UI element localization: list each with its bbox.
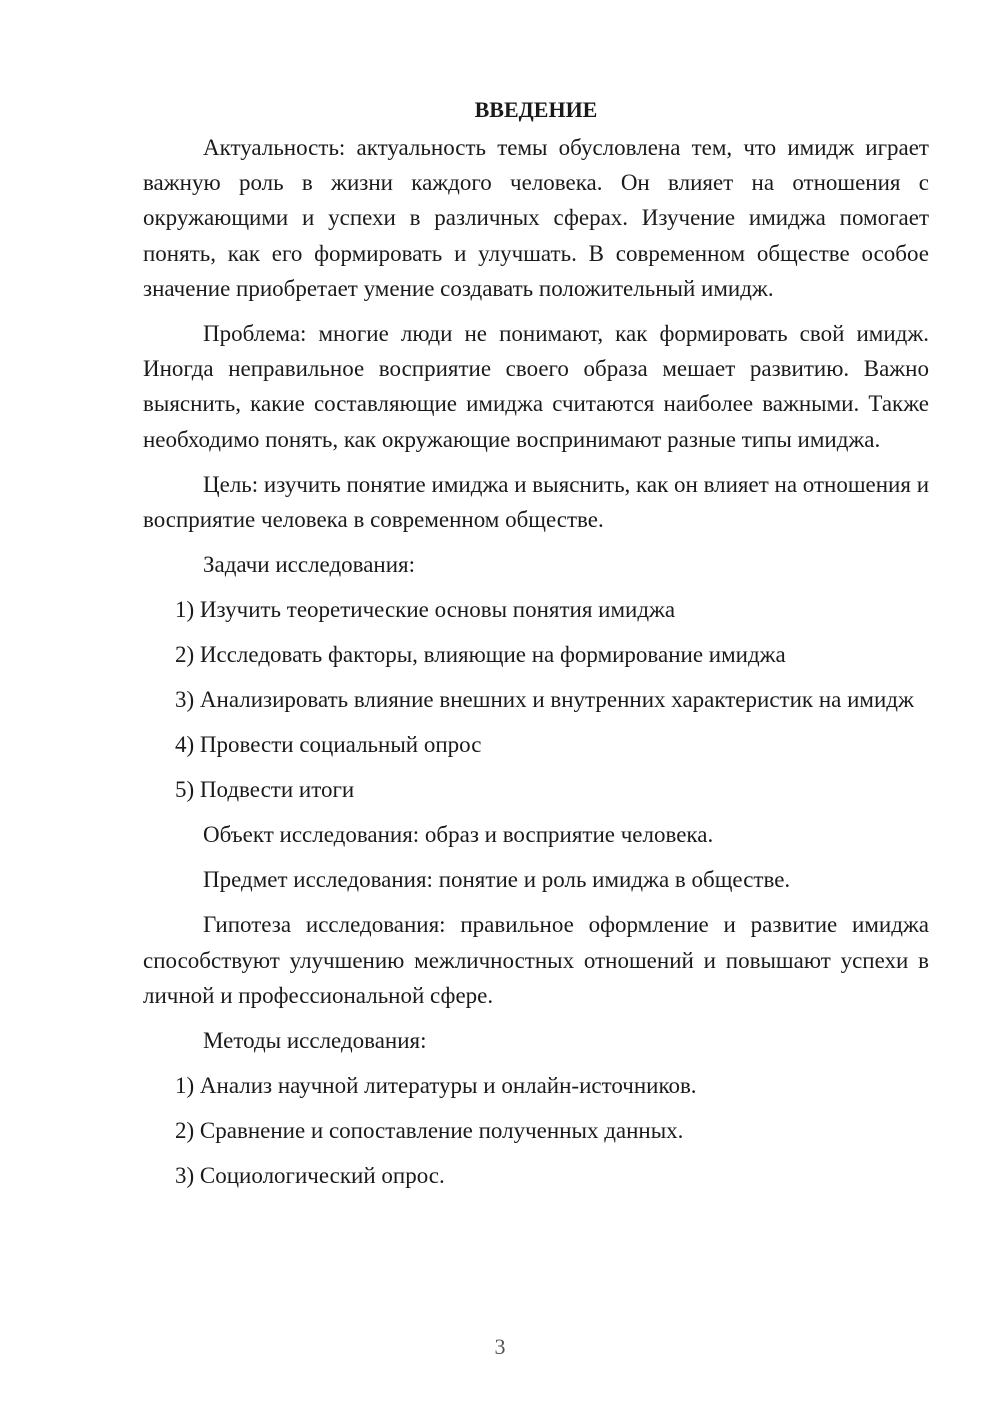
methods-title: Методы исследования: [203,1028,427,1054]
task-item-5: 5) Подвести итоги [175,777,355,803]
hypothesis-paragraph: Гипотеза исследования: правильное оформление и развитие имиджа способствуют улучшению межличностных отношений и повышают успехи в личной и профессиональной сфере. [143,912,929,1008]
section-heading: ВВЕДЕНИЕ [474,97,598,122]
goal-paragraph: Цель: изучить понятие имиджа и выяснить, как он влияет на отношения и восприятие человека в современном обществе. [143,471,930,533]
task-item-2: 2) Исследовать факторы, влияющие на формирование имиджа [175,642,786,668]
tasks-title: Задачи исследования: [203,552,416,578]
task-item-4: 4) Провести социальный опрос [175,732,482,758]
method-item-2: 2) Сравнение и сопоставление полученных данных. [175,1118,684,1144]
method-item-1: 1) Анализ научной литературы и онлайн-источников. [175,1073,697,1099]
task-item-3: 3) Анализировать влияние внешних и внутренних характеристик на имидж [175,687,914,713]
document-page [143,92,929,1203]
method-item-3: 3) Социологический опрос. [175,1163,445,1189]
task-item-1: 1) Изучить теоретические основы понятия имиджа [175,597,676,623]
problem-paragraph: Проблема: многие люди не понимают, как формировать свой имидж. Иногда неправильное восприятие своего образа мешает развитию. Важно выяснить, какие составляющие имиджа считаются наиболее важными. Также необходимо понять, как окружающие воспринимают разные типы имиджа. [143,321,929,452]
page-number: 3 [494,1334,506,1359]
object-paragraph: Объект исследования: образ и восприятие человека. [203,822,714,848]
subject-paragraph: Предмет исследования: понятие и роль имиджа в обществе. [203,867,791,893]
relevance-paragraph: Актуальность: актуальность темы обусловлена тем, что имидж играет важную роль в жизни каждого человека. Он влияет на отношения с окружающими и успехи в различных сферах. Изучение имиджа помогает понять, как его формировать и улучшать. В современном обществе особое значение приобретает умение создавать положительный имидж. [143,135,929,301]
